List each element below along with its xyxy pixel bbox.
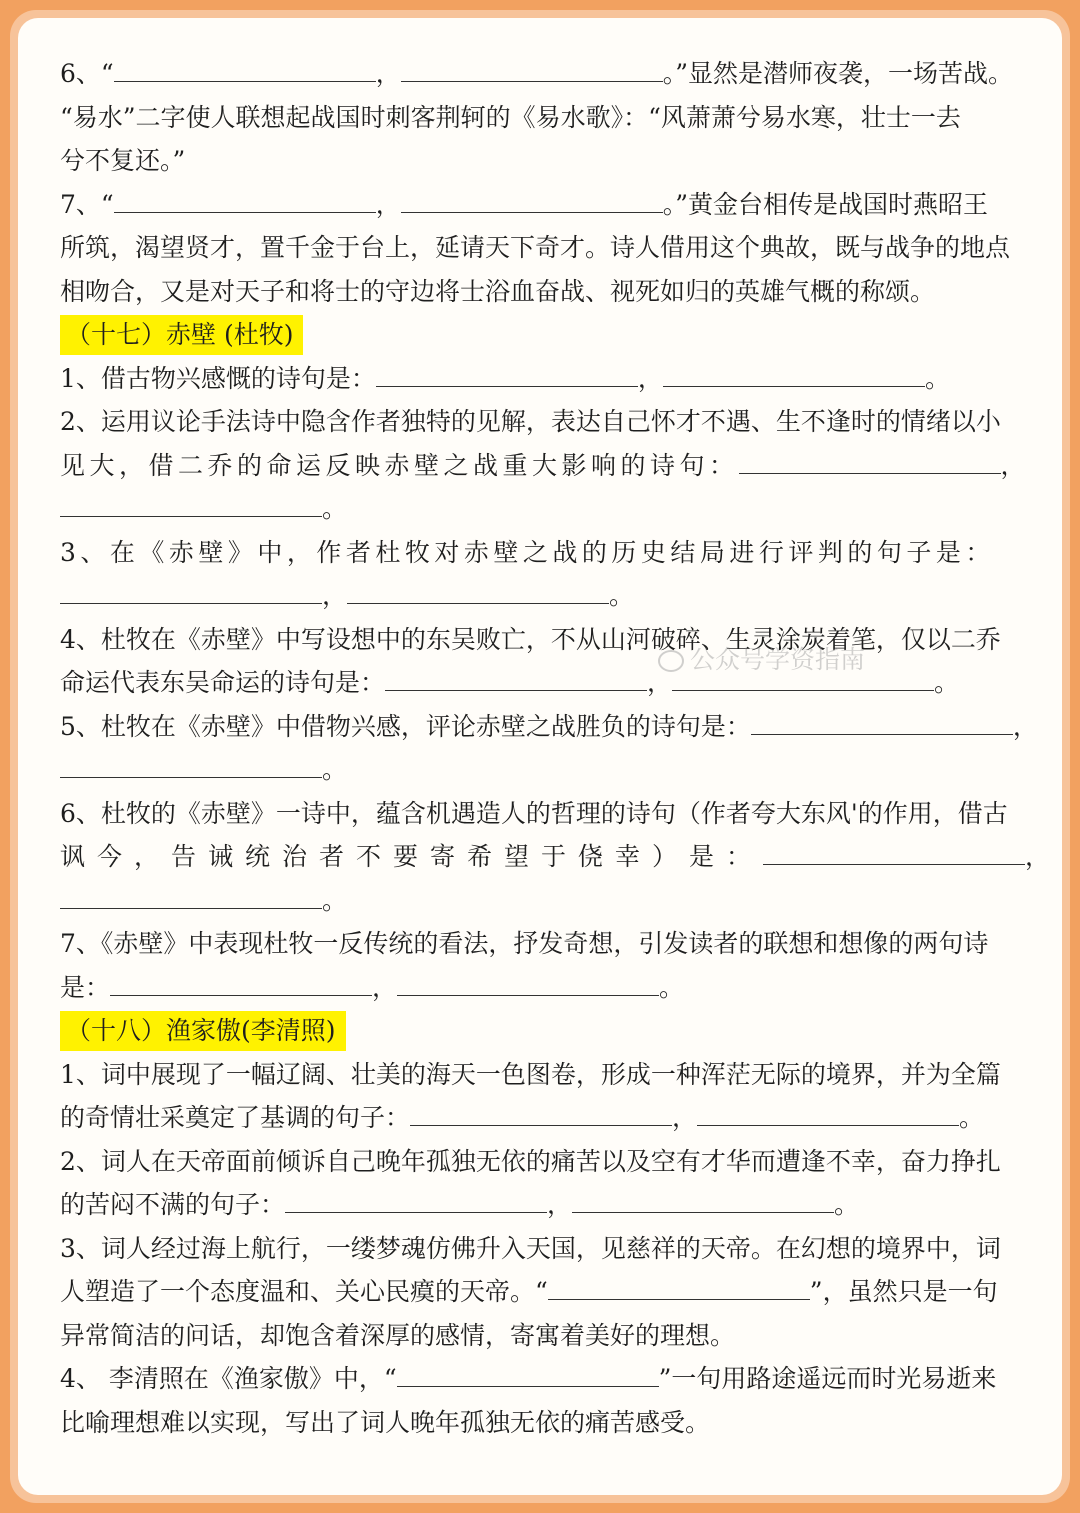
text-line: 命运代表东吴命运的诗句是： ， 。 (60, 661, 1028, 705)
text-line: 所筑，渴望贤才，置千金于台上，延请天下奇才。诗人借用这个典故，既与战争的地点 (60, 233, 1011, 262)
text-line: 兮不复还。” (60, 146, 186, 175)
answer-blank[interactable] (548, 1273, 810, 1300)
text-line: 7、《赤壁》中表现杜牧一反传统的看法，抒发奇想，引发读者的联想和想像的两句诗 (60, 929, 989, 958)
answer-blank[interactable] (410, 1099, 672, 1126)
answer-blank[interactable] (60, 577, 322, 604)
text-line: 2、词人在天帝面前倾诉自己晚年孤独无依的痛苦以及空有才华而遭逢不幸，奋力挣扎 (60, 1146, 1001, 1176)
text-line: 比喻理想难以实现，写出了词人晚年孤独无依的痛苦感受。 (60, 1407, 711, 1437)
answer-blank[interactable] (572, 1186, 834, 1213)
text-line: ， 。 (60, 574, 1028, 618)
answer-blank[interactable] (114, 55, 376, 82)
answer-blank[interactable] (663, 360, 925, 387)
text-line: 2、运用议论手法诗中隐含作者独特的见解，表达自己怀才不遇、生不逢时的情绪以小 (60, 407, 1001, 436)
section-heading-18 (60, 1009, 1028, 1053)
answer-blank[interactable] (385, 664, 647, 691)
answer-blank[interactable] (114, 186, 376, 213)
answer-blank[interactable] (397, 969, 659, 996)
text-line: 的奇情壮采奠定了基调的句子： ， 。 (60, 1096, 1028, 1140)
section-heading-text: （十七）赤壁 (杜牧) (60, 315, 303, 355)
text-line: 4、杜牧在《赤壁》中写设想中的东吴败亡，不从山河破碎、生灵涂炭着笔，仅以二乔 (60, 624, 1001, 654)
answer-blank[interactable] (739, 447, 1001, 474)
text-line: 人塑造了一个态度温和、关心民瘼的天帝。“ ”，虽然只是一句 (60, 1270, 1028, 1314)
answer-blank[interactable] (60, 882, 322, 909)
answer-blank[interactable] (763, 838, 1025, 865)
text-line: 3、在《赤壁》中，作者杜牧对赤壁之战的历史结局进行评判的句子是： (60, 537, 995, 567)
text-line: 。 (60, 487, 1028, 531)
text-line: 3、词人经过海上航行，一缕梦魂仿佛升入天国，见慈祥的天帝。在幻想的境界中，词 (60, 1233, 1001, 1263)
answer-blank[interactable] (60, 751, 322, 778)
answer-blank[interactable] (397, 1360, 659, 1387)
section-heading-text: （十八）渔家傲(李清照) (60, 1011, 346, 1051)
text-line: 是： ， 。 (60, 966, 1028, 1010)
text-line: 相吻合，又是对天子和将士的守边将士浴血奋战、视死如归的英雄气概的称颂。 (60, 276, 936, 306)
text-line: 。 (60, 748, 1028, 792)
document-page (18, 18, 1062, 1495)
section-heading-17 (60, 313, 1028, 357)
answer-blank[interactable] (697, 1099, 959, 1126)
watermark: 公众号学资指南 (658, 640, 865, 676)
text-line: 6、“ ， 。”显然是潜师夜袭，一场苦战。 (60, 52, 1028, 96)
answer-blank[interactable] (285, 1186, 547, 1213)
text-line: 异常简洁的问话，却饱含着深厚的感情，寄寓着美好的理想。 (60, 1320, 736, 1350)
answer-blank[interactable] (751, 708, 1013, 735)
answer-blank[interactable] (401, 55, 663, 82)
text-line: 6、杜牧的《赤壁》一诗中，蕴含机遇造人的哲理的诗句（作者夸大东风'的作用，借古 (60, 798, 1008, 828)
answer-blank[interactable] (376, 360, 638, 387)
text-line: 1、借古物兴感慨的诗句是： ， 。 (60, 357, 1028, 401)
wechat-icon (658, 650, 684, 672)
text-line: 4、 李清照在《渔家傲》中，“ ”一句用路途遥远而时光易逝来 (60, 1357, 1028, 1401)
answer-blank[interactable] (110, 969, 372, 996)
text-line: 讽今，告诫统治者不要寄希望于侥幸）是： ， (60, 835, 1028, 879)
document-content (60, 52, 1051, 1444)
text-line: 7、“ ， 。”黄金台相传是战国时燕昭王 (60, 183, 1028, 227)
answer-blank[interactable] (60, 490, 322, 517)
text-line: “易水”二字使人联想起战国时刺客荆轲的《易水歌》：“风萧萧兮易水寒，壮士一去 (60, 102, 961, 132)
text-line: 见大，借二乔的命运反映赤壁之战重大影响的诗句： ， (60, 444, 1028, 488)
answer-blank[interactable] (401, 186, 663, 213)
text-line: 1、词中展现了一幅辽阔、壮美的海天一色图卷，形成一种浑茫无际的境界，并为全篇 (60, 1059, 1001, 1089)
text-line: 5、杜牧在《赤壁》中借物兴感，评论赤壁之战胜负的诗句是： ， (60, 705, 1028, 749)
text-line: 的苦闷不满的句子： ， 。 (60, 1183, 1028, 1227)
answer-blank[interactable] (347, 577, 609, 604)
text-line: 。 (60, 879, 1028, 923)
